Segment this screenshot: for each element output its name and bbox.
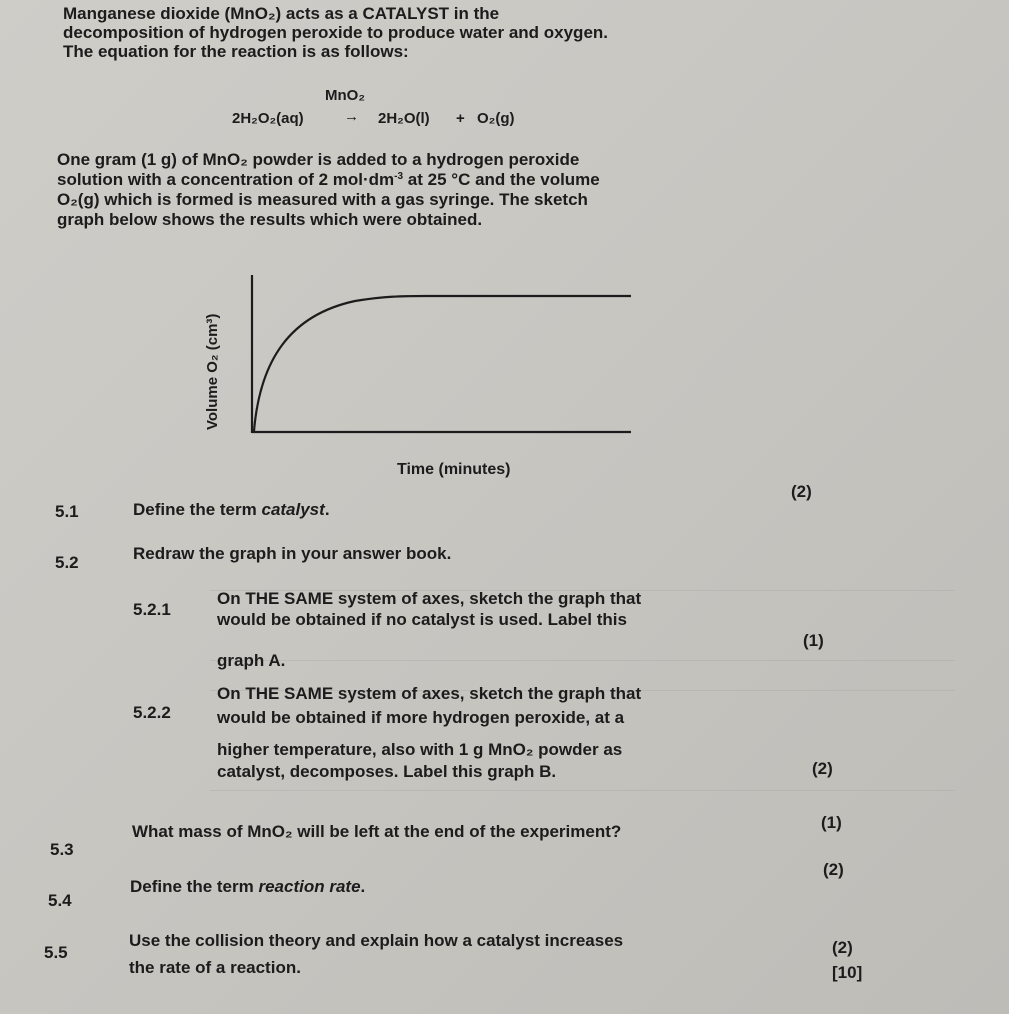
sketch-graph: [195, 255, 645, 485]
question-number: 5.2: [55, 553, 79, 572]
paragraph-line-2: solution with a concentration of 2 $mol\cdot dm^{-3}$ at 25 °C and the volume: [57, 170, 600, 189]
question-5-2-2-line-3: higher temperature, also with 1 g MnO₂ powder as: [217, 740, 623, 759]
question-5-5-line-2: the rate of a reaction.: [129, 958, 301, 977]
equation-arrow: →: [344, 108, 359, 125]
question-5-2-1-line-3: graph A.: [217, 651, 286, 670]
question-5-2-2-marks: (2): [812, 759, 833, 778]
equation-product-water: 2H₂O(l): [378, 110, 430, 127]
question-number: 5.2.2: [133, 703, 171, 722]
question-5-1-text: Define the term catalyst.: [133, 500, 330, 519]
question-5-4-marks: (2): [823, 860, 844, 879]
paragraph-line-1: One gram (1 g) of MnO₂ powder is added to a hydrogen peroxide: [57, 150, 580, 169]
equation-plus: +: [456, 110, 465, 127]
question-5-4-text: Define the term reaction rate.: [130, 877, 366, 896]
equation-product-oxygen: O₂(g): [477, 110, 515, 127]
question-5-2-1-marks: (1): [803, 631, 824, 650]
equation-reactant: 2H₂O₂(aq): [232, 110, 304, 127]
question-5-1-marks: (2): [791, 482, 812, 501]
question-5-2-2-line-1: On THE SAME system of axes, sketch the graph that: [217, 684, 642, 703]
intro-line-1: Manganese dioxide (MnO₂) acts as a CATALYST in the: [63, 4, 500, 23]
total-marks: [10]: [832, 963, 863, 982]
volume-curve: [254, 296, 631, 431]
question-5-2-text: Redraw the graph in your answer book.: [133, 544, 452, 563]
question-5-3-text: What mass of MnO₂ will be left at the end of the experiment?: [132, 822, 622, 841]
paragraph-line-4: graph below shows the results which were obtained.: [57, 210, 483, 229]
question-5-2-2-line-2: would be obtained if more hydrogen peroxide, at a: [217, 708, 625, 727]
paragraph-line-3: O₂(g) which is formed is measured with a gas syringe. The sketch: [57, 190, 588, 209]
intro-line-2: decomposition of hydrogen peroxide to produce water and oxygen.: [63, 23, 609, 42]
y-axis-label: Volume O₂ (cm³): [204, 313, 221, 430]
question-5-2-1-line-1: On THE SAME system of axes, sketch the graph that: [217, 589, 642, 608]
question-number: 5.3: [50, 840, 74, 859]
question-5-2-2-line-4: catalyst, decomposes. Label this graph B.: [217, 762, 557, 781]
question-number: 5.4: [48, 891, 72, 910]
question-number: 5.2.1: [133, 600, 171, 619]
intro-line-3: The equation for the reaction is as follows:: [63, 42, 409, 61]
question-number: 5.5: [44, 943, 68, 962]
question-5-2-1-line-2: would be obtained if no catalyst is used. Label this: [217, 610, 627, 629]
question-5-3-marks: (1): [821, 813, 842, 832]
x-axis-label: Time (minutes): [397, 461, 511, 478]
question-number: 5.1: [55, 502, 79, 521]
question-5-5-marks: (2): [832, 938, 853, 957]
equation-catalyst: MnO₂: [325, 87, 365, 104]
question-5-5-line-1: Use the collision theory and explain how a catalyst increases: [129, 931, 624, 950]
